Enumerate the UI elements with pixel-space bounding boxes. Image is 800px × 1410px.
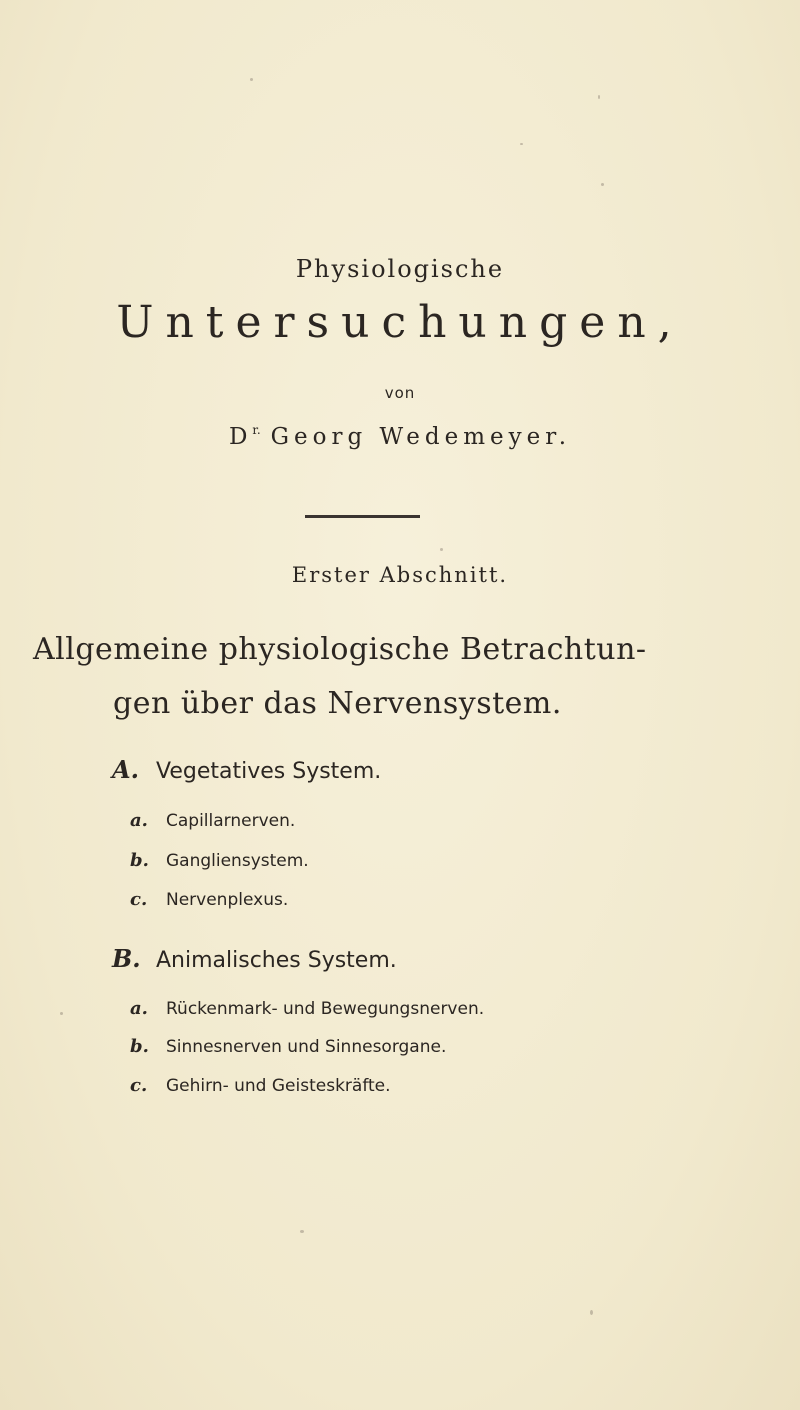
list-item	[130, 810, 295, 831]
item-letter: b.	[130, 1036, 149, 1057]
item-letter: c.	[130, 889, 148, 910]
main-title: Untersuchungen,	[116, 297, 684, 348]
system-a	[112, 755, 381, 784]
pre-title: Physiologische	[295, 255, 505, 283]
title-divider	[305, 515, 420, 518]
section-title: Erster Abschnitt.	[291, 563, 509, 587]
system-label: Animalisches System.	[156, 948, 397, 973]
item-label: Gehirn- und Geisteskräfte.	[166, 1076, 391, 1096]
item-letter: c.	[130, 1075, 148, 1096]
heading-line-1: Allgemeine physiologische Betrachtun-	[33, 632, 647, 667]
paper-speck	[300, 1230, 304, 1233]
item-label: Gangliensystem.	[166, 851, 309, 871]
list-item	[130, 1036, 446, 1057]
item-label: Capillarnerven.	[166, 811, 296, 831]
author-prefix: D	[228, 424, 253, 450]
list-item	[130, 850, 309, 871]
system-letter: A.	[112, 755, 139, 784]
paper-speck	[250, 78, 253, 81]
paper-speck	[440, 548, 443, 551]
system-label: Vegetatives System.	[156, 759, 382, 784]
list-item	[130, 889, 288, 910]
author-name: Georg Wedemeyer.	[270, 424, 572, 450]
paper-speck	[598, 95, 600, 99]
item-label: Sinnesnerven und Sinnesorgane.	[166, 1037, 447, 1057]
item-letter: b.	[130, 850, 149, 871]
item-label: Nervenplexus.	[166, 890, 289, 910]
item-letter: a.	[130, 998, 148, 1019]
paper-speck	[520, 143, 523, 145]
paper-speck	[601, 183, 604, 186]
heading-line-2: gen über das Nervensystem.	[113, 686, 562, 721]
paper-speck	[590, 1310, 593, 1315]
item-label: Rückenmark- und Bewegungsnerven.	[166, 999, 485, 1019]
author-prefix-sup: r.	[252, 423, 261, 437]
author-line	[0, 423, 800, 450]
paper-speck	[60, 1012, 63, 1015]
system-b	[112, 944, 397, 973]
list-item	[130, 1075, 391, 1096]
list-item	[130, 998, 484, 1019]
by-line: von	[384, 384, 416, 402]
item-letter: a.	[130, 810, 148, 831]
system-letter: B.	[112, 944, 141, 973]
